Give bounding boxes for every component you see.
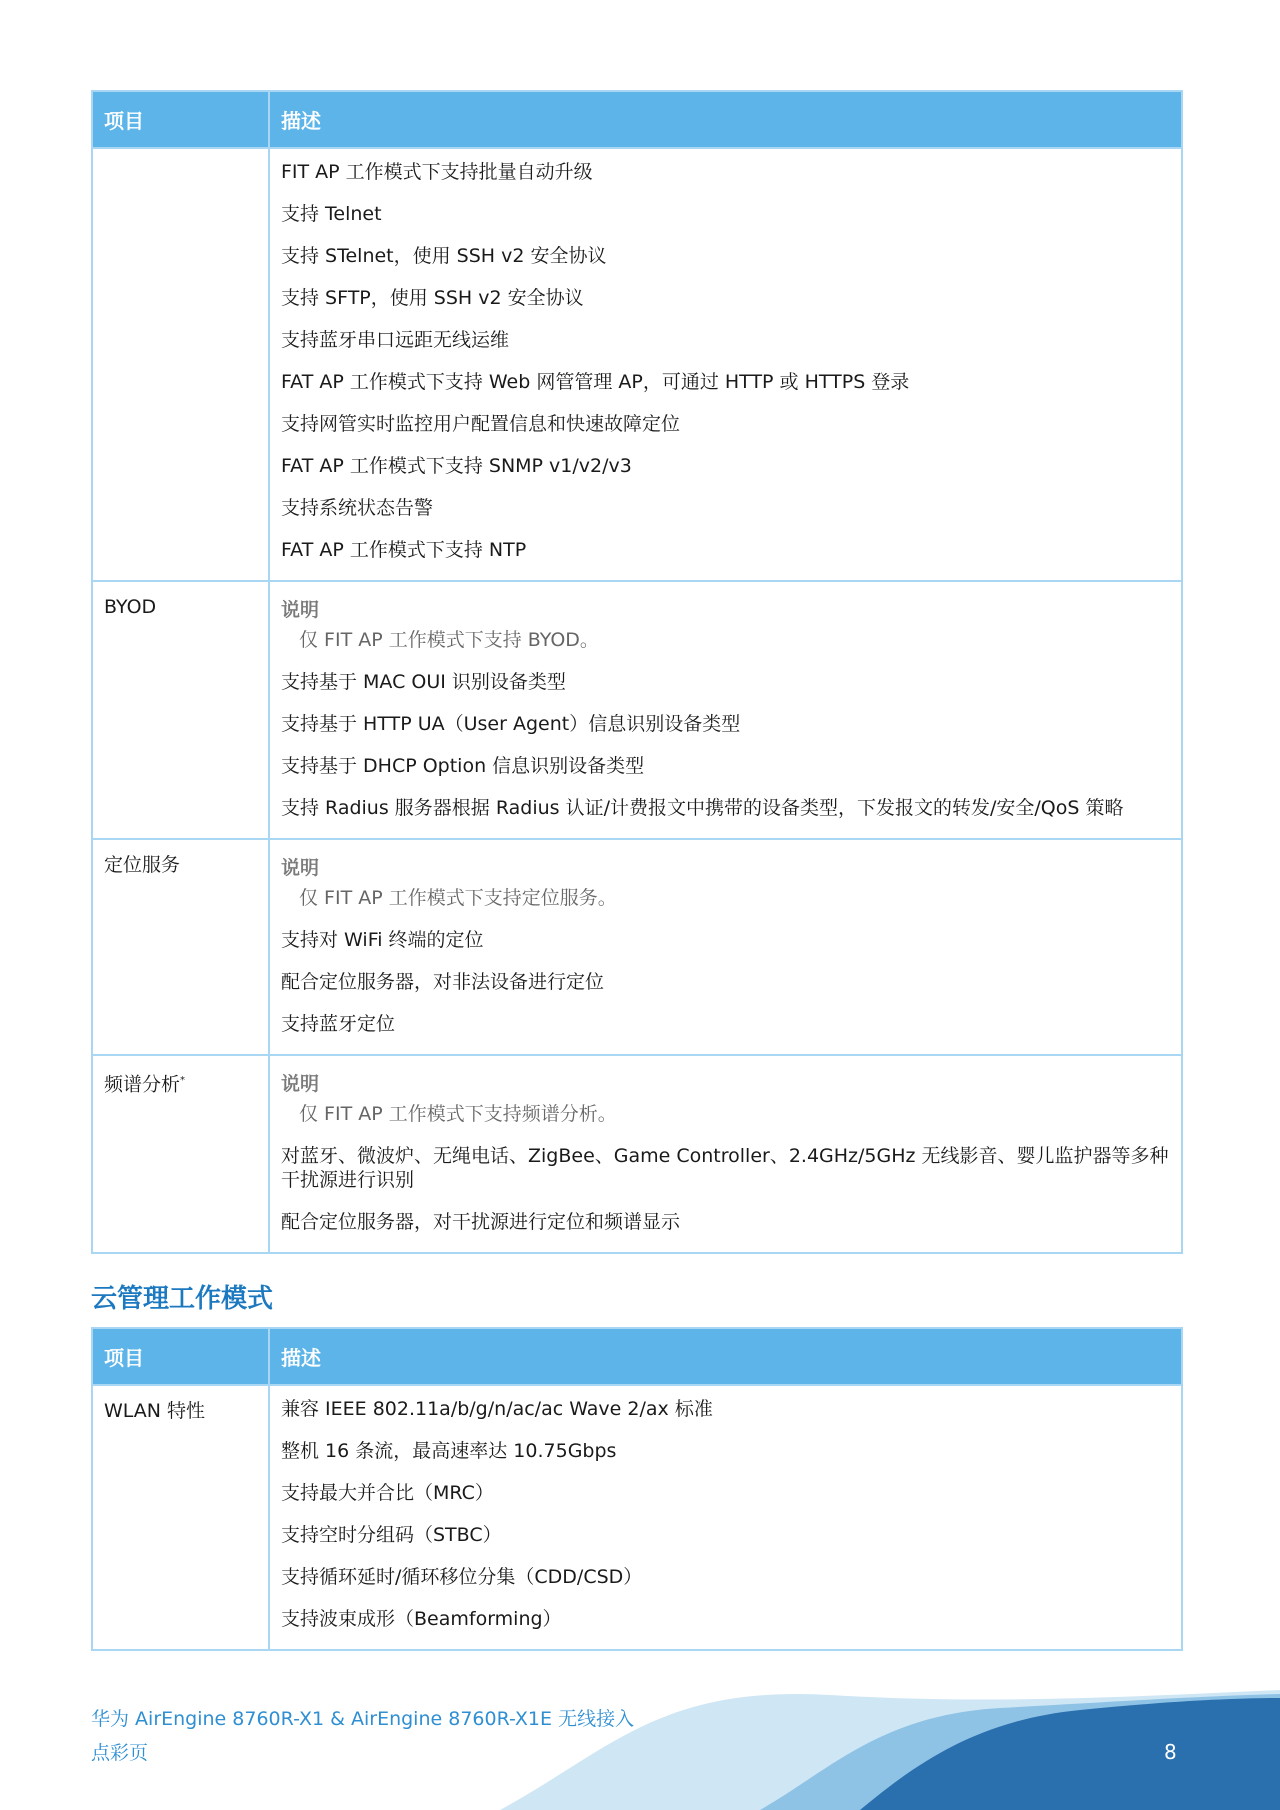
- table-header-row: [92, 1328, 1182, 1385]
- row-item: BYOD: [92, 581, 269, 839]
- spec-table-continued: [91, 90, 1183, 1254]
- desc-line: 支持循环延时/循环移位分集（CDD/CSD）: [281, 1566, 643, 1588]
- desc-line: 支持 Telnet: [281, 203, 382, 225]
- desc-line: 支持基于 MAC OUI 识别设备类型: [281, 671, 566, 693]
- section-heading: 云管理工作模式: [91, 1284, 274, 1314]
- row-item-label: 频谱分析: [104, 1073, 181, 1096]
- note-body: 仅 FIT AP 工作模式下支持 BYOD。: [299, 629, 599, 651]
- table-row: [92, 1385, 1182, 1650]
- desc-line: 支持 STelnet，使用 SSH v2 安全协议: [281, 245, 607, 267]
- desc-line: 支持系统状态告警: [281, 497, 434, 519]
- header-item: 项目: [92, 91, 269, 148]
- row-description: [269, 1385, 1182, 1650]
- desc-line: FIT AP 工作模式下支持批量自动升级: [281, 161, 593, 183]
- row-item: [92, 1055, 269, 1253]
- header-item: 项目: [92, 1328, 269, 1385]
- table-row: [92, 581, 1182, 839]
- note-body: 仅 FIT AP 工作模式下支持频谱分析。: [299, 1103, 617, 1125]
- desc-line: 兼容 IEEE 802.11a/b/g/n/ac/ac Wave 2/ax 标准: [281, 1398, 713, 1420]
- desc-line: 支持基于 DHCP Option 信息识别设备类型: [281, 755, 645, 777]
- row-description: [269, 581, 1182, 839]
- desc-line: 支持蓝牙定位: [281, 1013, 396, 1035]
- row-description: [269, 148, 1182, 581]
- note-body: 仅 FIT AP 工作模式下支持定位服务。: [299, 887, 617, 909]
- desc-line: 支持 SFTP，使用 SSH v2 安全协议: [281, 287, 584, 309]
- desc-line: FAT AP 工作模式下支持 SNMP v1/v2/v3: [281, 455, 632, 477]
- desc-line: 配合定位服务器，对非法设备进行定位: [281, 971, 605, 993]
- desc-line: 整机 16 条流，最高速率达 10.75Gbps: [281, 1440, 617, 1462]
- desc-line: 支持蓝牙串口远距无线运维: [281, 329, 510, 351]
- row-description: [269, 839, 1182, 1055]
- row-item: [92, 148, 269, 581]
- desc-line: 支持最大并合比（MRC）: [281, 1482, 494, 1504]
- desc-line: 对蓝牙、微波炉、无绳电话、ZigBee、Game Controller、2.4GHz/5GHz 无线影音、婴儿监护器等多种干扰源进行识别: [281, 1145, 1169, 1191]
- desc-line: 支持对 WiFi 终端的定位: [281, 929, 484, 951]
- header-description: 描述: [269, 1328, 1182, 1385]
- note-title: 说明: [281, 599, 320, 621]
- note-title: 说明: [281, 857, 320, 879]
- page-number: 8: [1164, 1740, 1177, 1764]
- footer-title: 华为 AirEngine 8760R-X1 & AirEngine 8760R-X1E 无线接入点彩页: [91, 1708, 635, 1764]
- desc-line: 支持空时分组码（STBC）: [281, 1524, 502, 1546]
- table-row: [92, 1055, 1182, 1253]
- table-row: [92, 839, 1182, 1055]
- row-item: 定位服务: [92, 839, 269, 1055]
- footnote-marker: *: [180, 1075, 186, 1086]
- row-item: WLAN 特性: [92, 1385, 269, 1650]
- desc-line: 支持波束成形（Beamforming）: [281, 1608, 562, 1630]
- desc-line: 配合定位服务器，对干扰源进行定位和频谱显示: [281, 1211, 681, 1233]
- desc-line: 支持网管实时监控用户配置信息和快速故障定位: [281, 413, 681, 435]
- row-description: [269, 1055, 1182, 1253]
- table-row: [92, 148, 1182, 581]
- desc-line: FAT AP 工作模式下支持 Web 网管管理 AP，可通过 HTTP 或 HTTPS 登录: [281, 371, 910, 393]
- desc-line: FAT AP 工作模式下支持 NTP: [281, 539, 527, 561]
- note-title: 说明: [281, 1073, 320, 1095]
- desc-line: 支持 Radius 服务器根据 Radius 认证/计费报文中携带的设备类型，下发报文的转发/安全/QoS 策略: [281, 797, 1124, 819]
- table-header-row: [92, 91, 1182, 148]
- desc-line: 支持基于 HTTP UA（User Agent）信息识别设备类型: [281, 713, 741, 735]
- header-description: 描述: [269, 91, 1182, 148]
- spec-table-cloud-mode: [91, 1327, 1183, 1651]
